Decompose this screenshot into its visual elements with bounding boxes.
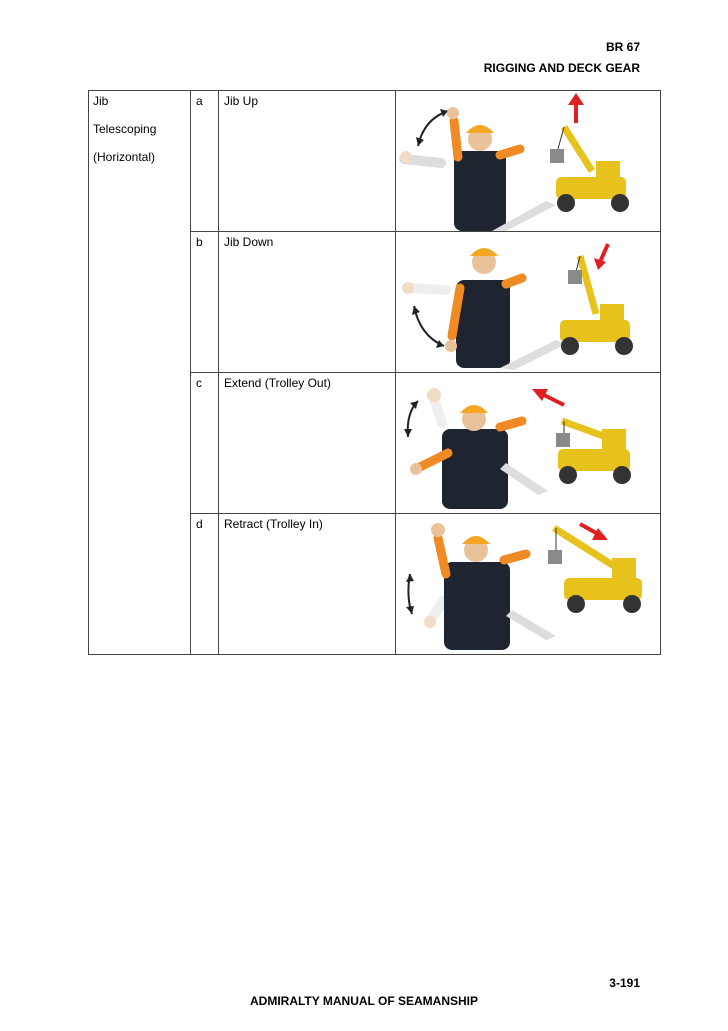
signal-action: Jib Down (219, 232, 396, 373)
signals-table (88, 90, 661, 655)
category-line: (Horizontal) (93, 150, 156, 164)
signal-illustration-cell (396, 373, 661, 514)
signal-letter: d (191, 514, 219, 655)
jib-up-illustration (396, 91, 660, 231)
document-code: BR 67 (605, 40, 640, 54)
signal-action: Jib Up (219, 91, 396, 232)
extend-trolley-out-illustration (396, 373, 660, 513)
page-number: 3-191 (609, 976, 640, 990)
signal-illustration-cell (396, 232, 661, 373)
jib-down-illustration (396, 232, 660, 372)
signal-illustration-cell (396, 514, 661, 655)
signal-action: Retract (Trolley In) (219, 514, 396, 655)
category-line: Telescoping (93, 122, 157, 136)
footer-title: ADMIRALTY MANUAL OF SEAMANSHIP (250, 994, 478, 1008)
category-line: Jib (93, 94, 109, 108)
retract-trolley-in-illustration (396, 514, 660, 654)
signal-letter: b (191, 232, 219, 373)
section-title: RIGGING AND DECK GEAR (483, 61, 640, 75)
signal-letter: a (191, 91, 219, 232)
signal-illustration-cell (396, 91, 661, 232)
table-row (89, 91, 661, 232)
signal-action: Extend (Trolley Out) (219, 373, 396, 514)
category-cell (89, 91, 191, 655)
signal-letter: c (191, 373, 219, 514)
